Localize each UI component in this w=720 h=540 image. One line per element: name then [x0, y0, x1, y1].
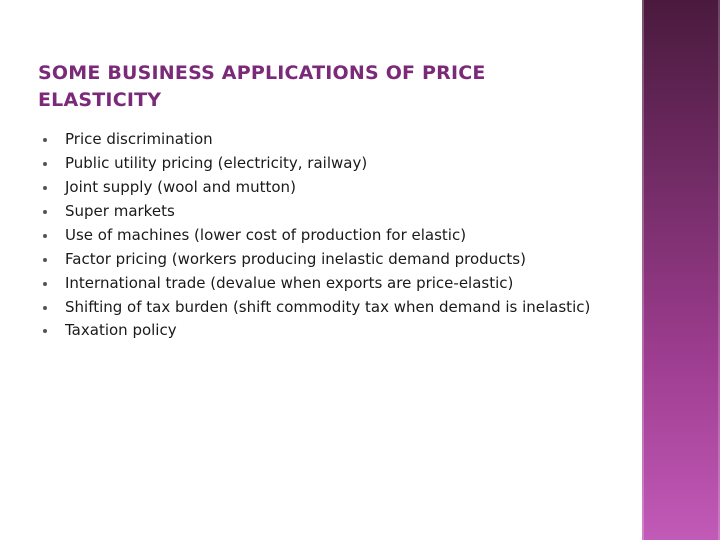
bullet-icon: [43, 210, 47, 214]
bullet-item: [40, 202, 600, 221]
bullet-text: International trade (devalue when exports are price-elastic): [65, 274, 514, 292]
bullet-text: Taxation policy: [65, 321, 177, 339]
bullet-text: Factor pricing (workers producing inelastic demand products): [65, 250, 526, 268]
bullet-item: [40, 321, 600, 340]
bullet-icon: [43, 162, 47, 166]
bullet-text: Price discrimination: [65, 130, 213, 148]
bullet-text: Shifting of tax burden (shift commodity tax when demand is inelastic): [65, 298, 591, 316]
bullet-icon: [43, 329, 47, 333]
bullet-icon: [43, 282, 47, 286]
bullet-list: [40, 130, 600, 345]
slide-title: SOME BUSINESS APPLICATIONS OF PRICE ELASTICITY: [38, 62, 486, 111]
bullet-icon: [43, 234, 47, 238]
bullet-icon: [43, 306, 47, 310]
bullet-icon: [43, 186, 47, 190]
bullet-item: [40, 178, 600, 197]
bullet-text: Public utility pricing (electricity, railway): [65, 154, 368, 172]
bullet-text: Use of machines (lower cost of production for elastic): [65, 226, 467, 244]
bullet-item: [40, 298, 600, 317]
bullet-item: [40, 274, 600, 293]
bullet-text: Joint supply (wool and mutton): [65, 178, 296, 196]
bullet-icon: [43, 138, 47, 142]
bullet-icon: [43, 258, 47, 262]
bullet-item: [40, 250, 600, 269]
bullet-item: [40, 226, 600, 245]
decorative-side-panel: [642, 0, 720, 540]
bullet-text: Super markets: [65, 202, 175, 220]
bullet-item: [40, 154, 600, 173]
bullet-item: [40, 130, 600, 149]
